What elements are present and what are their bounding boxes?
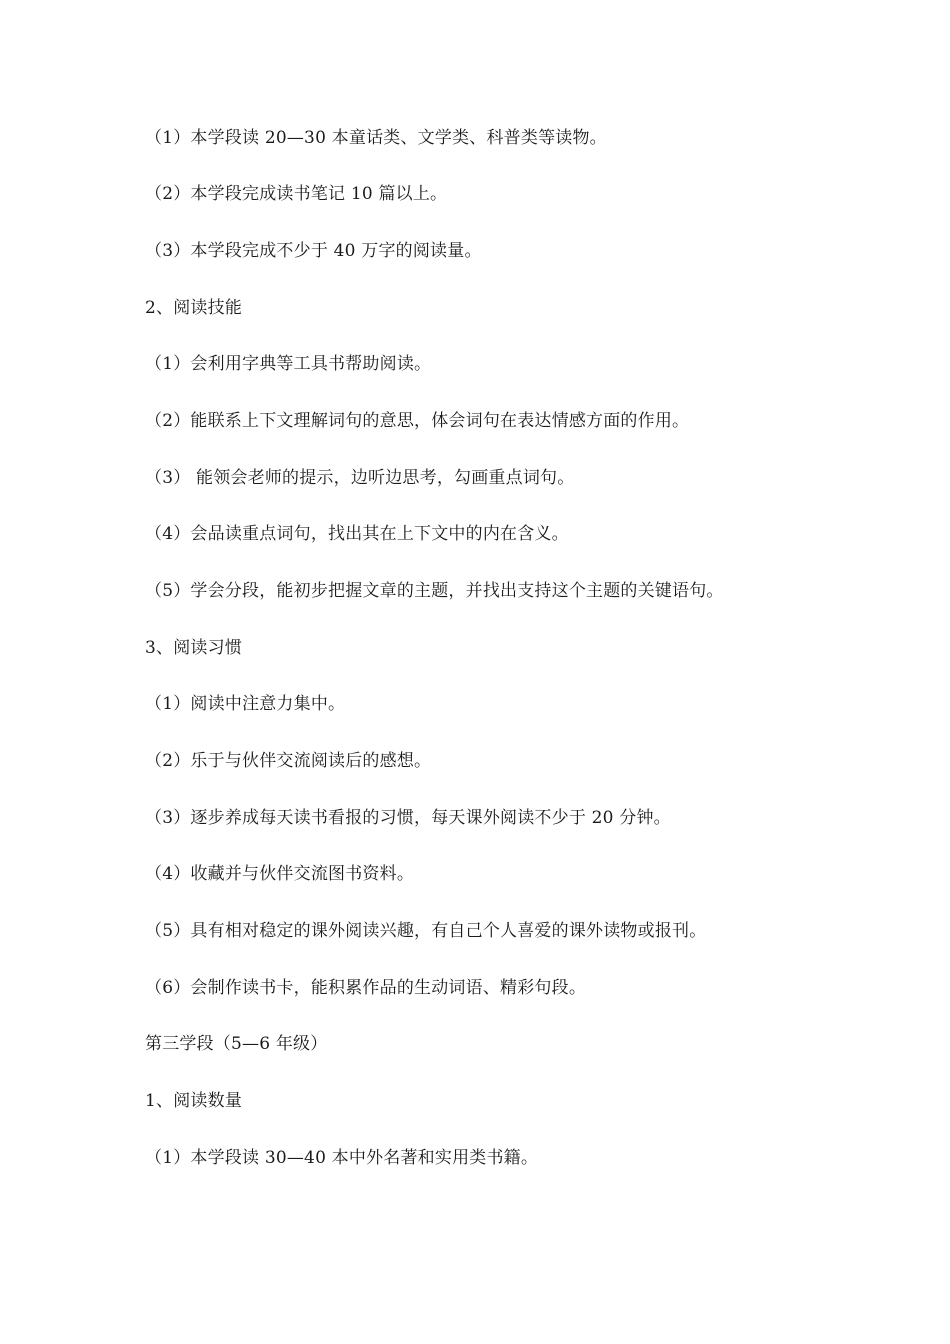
list-item-skills-1: （1）会利用字典等工具书帮助阅读。 [145,354,432,374]
list-item-skills-5: （5）学会分段，能初步把握文章的主题，并找出支持这个主题的关键语句。 [145,581,724,601]
list-item-skills-3: （3） 能领会老师的提示，边听边思考，勾画重点词句。 [145,468,575,488]
section-heading-reading-skills: 2、阅读技能 [145,298,243,318]
section-heading-reading-quantity: 1、阅读数量 [145,1091,243,1111]
list-item-quantity-3: （3）本学段完成不少于 40 万字的阅读量。 [145,241,482,261]
list-item-habits-6: （6）会制作读书卡，能积累作品的生动词语、精彩句段。 [145,978,587,998]
list-item-quantity-1: （1）本学段读 20—30 本童话类、文学类、科普类等读物。 [145,128,607,148]
list-item-stage3-quantity-1: （1）本学段读 30—40 本中外名著和实用类书籍。 [145,1148,539,1168]
list-item-skills-4: （4）会品读重点词句，找出其在上下文中的内在含义。 [145,524,569,544]
section-heading-reading-habits: 3、阅读习惯 [145,638,243,658]
list-item-habits-2: （2）乐于与伙伴交流阅读后的感想。 [145,751,432,771]
list-item-skills-2: （2）能联系上下文理解词句的意思，体会词句在表达情感方面的作用。 [145,411,690,431]
list-item-habits-4: （4）收藏并与伙伴交流图书资料。 [145,864,415,884]
list-item-quantity-2: （2）本学段完成读书笔记 10 篇以上。 [145,184,448,204]
list-item-habits-1: （1）阅读中注意力集中。 [145,694,346,714]
list-item-habits-3: （3）逐步养成每天读书看报的习惯，每天课外阅读不少于 20 分钟。 [145,808,671,828]
list-item-habits-5: （5）具有相对稳定的课外阅读兴趣，有自己个人喜爱的课外读物或报刊。 [145,921,707,941]
stage-heading-third: 第三学段（5—6 年级） [145,1034,328,1054]
